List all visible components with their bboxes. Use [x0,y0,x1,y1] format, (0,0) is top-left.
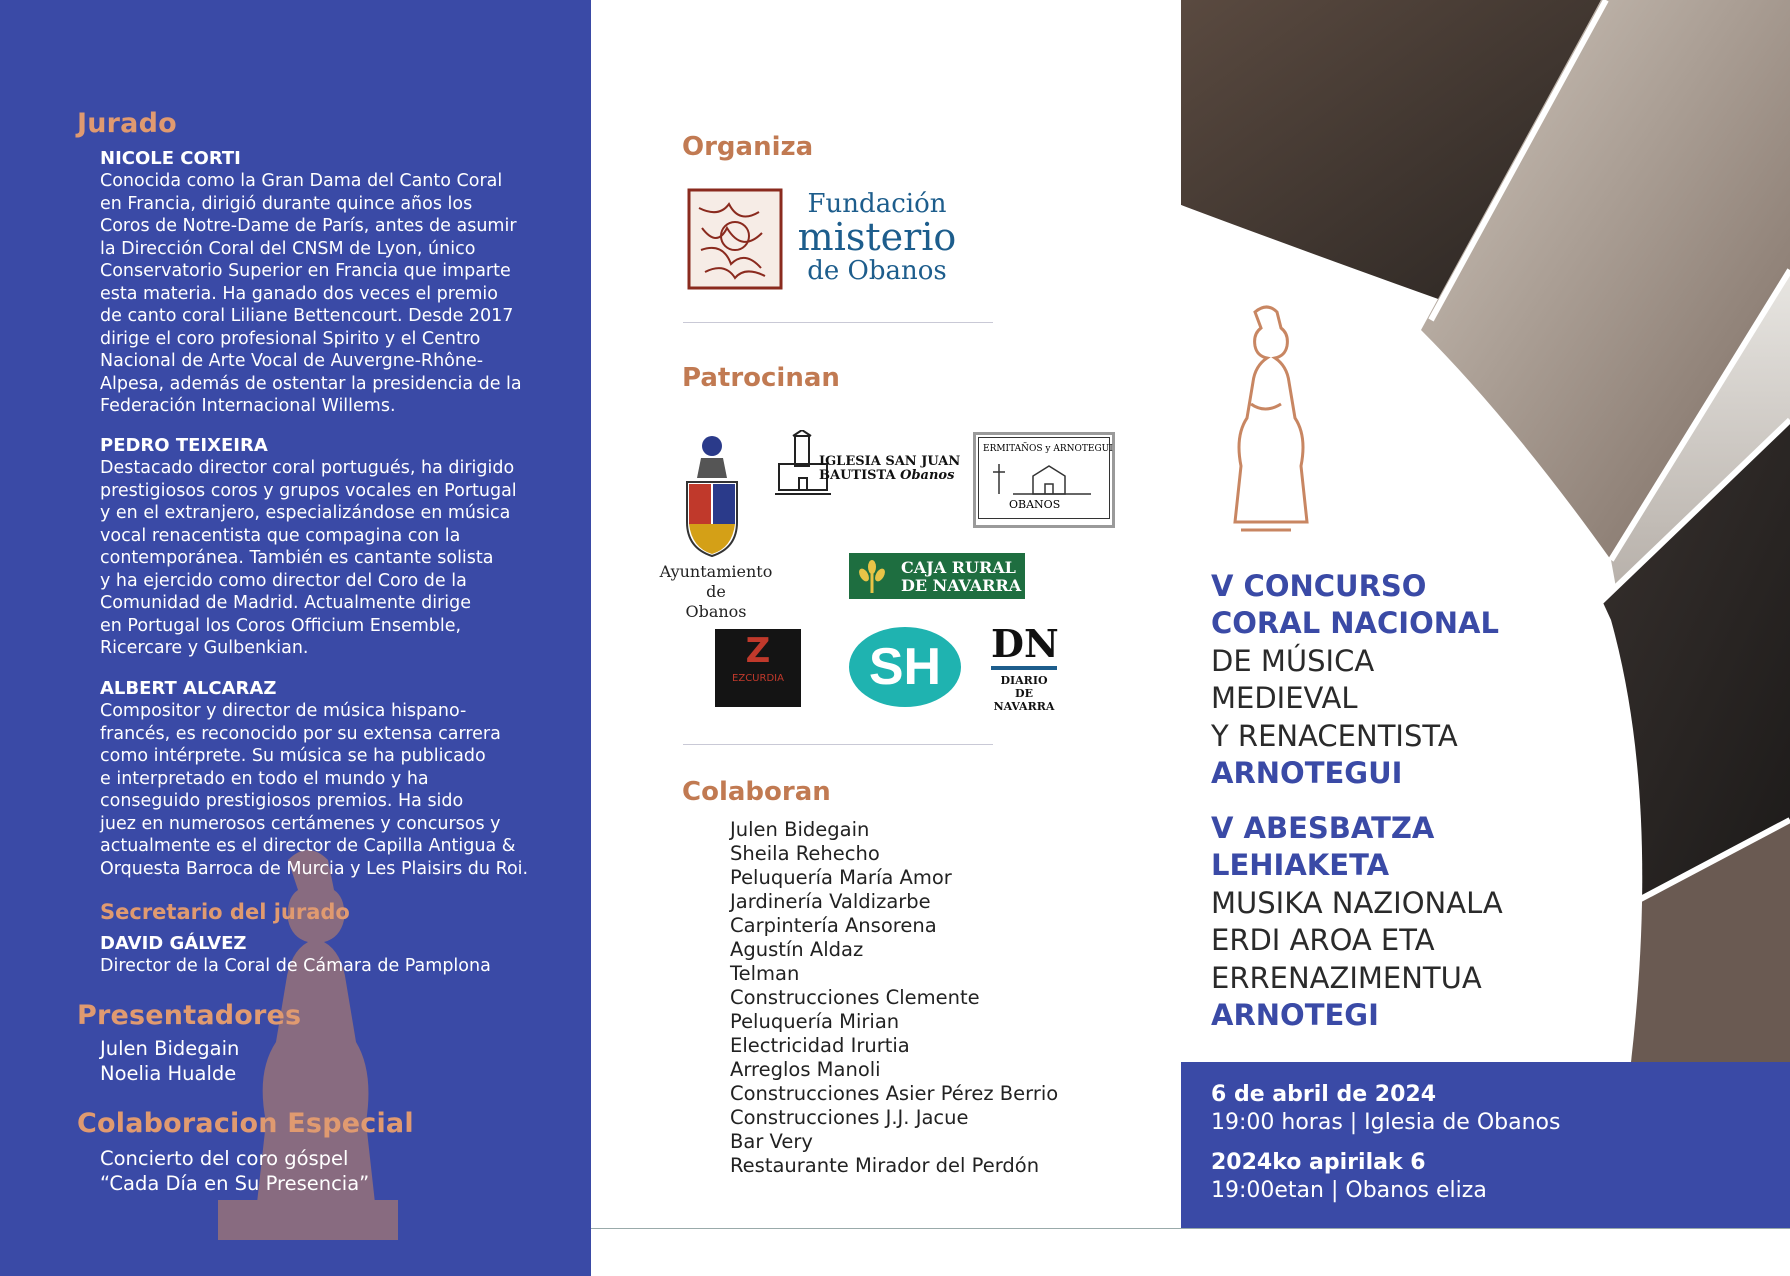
special-collab-line: Concierto del coro góspel [100,1147,349,1170]
event-date: 6 de abril de 2024 [1211,1082,1437,1107]
jury-member-name: ALBERT ALCARAZ [100,678,277,699]
logo-text: NAVARRA [993,700,1055,713]
title-line: ERDI AROA ETA [1211,923,1435,957]
title-line: CORAL NACIONAL [1211,606,1499,640]
logo-text: Obanos [685,602,747,621]
ermita-sketch-icon [993,460,1093,496]
jury-panel [0,0,591,1276]
title-line: ARNOTEGI [1211,998,1379,1032]
virgin-statue-icon [1221,304,1311,536]
list-item: Restaurante Mirador del Perdón [730,1154,1040,1177]
collaborators-list [730,818,1058,1178]
logo-text: Z [745,631,771,671]
special-collab-line: “Cada Día en Su Presencia” [100,1172,370,1195]
title-line: ARNOTEGUI [1211,756,1403,790]
title-line: MEDIEVAL [1211,681,1358,715]
jury-member-bio: Compositor y director de música hispano- francés, es reconocido por su extensa carrera como intérprete. Su música se ha publicado e interpretado en todo el mundo y ha conseguido prestigiosos premios. Ha sido juez en numerosos certámenes y concursos y actualmente es el director de Capilla Antigua & Orquesta Barroca de Murcia y Les Plaisirs du Roi. [100,701,529,879]
secretary-heading: Secretario del jurado [100,900,350,924]
ezcurdia-logo [715,629,801,707]
organiza-heading: Organiza [682,132,814,162]
logo-text: IGLESIA SAN JUAN [819,454,961,469]
list-item: Peluquería Mirian [730,1010,900,1033]
bottom-rule [591,1228,1790,1229]
list-item: Jardinería Valdizarbe [730,890,931,913]
logo-text: EZCURDIA [732,673,784,684]
cover-panel [1181,0,1790,1276]
logo-text: OBANOS [1009,498,1061,511]
logo-text: de Obanos [807,256,947,286]
jury-member-name: NICOLE CORTI [100,148,241,169]
date-box [1181,1062,1790,1228]
presenter-name: Julen Bidegain [100,1037,240,1060]
title-line: V CONCURSO [1211,569,1427,603]
list-item: Peluquería María Amor [730,866,952,889]
secretary-name: DAVID GÁLVEZ [100,933,247,954]
title-line: ERRENAZIMENTUA [1211,961,1482,995]
list-item: Bar Very [730,1130,813,1153]
event-time-place: 19:00etan | Obanos eliza [1211,1178,1487,1203]
jury-member-bio: Conocida como la Gran Dama del Canto Coral en Francia, dirigió durante quince años los Coros de Notre-Dame de París, antes de asumir la Dirección Coral del CNSM de Lyon, único Conservatorio Superior en Francia que imparte esta materia. Ha ganado dos veces el premio de canto coral Liliane Bettencourt. Desde 2017 dirige el coro profesional Spirito y el Centro Nacional de Arte Vocal de Auvergne-Rhône- Alpesa, además de ostentar la presidencia de la Federación Internacional Willems. [100,171,522,416]
list-item: Telman [730,962,800,985]
title-line: Y RENACENTISTA [1211,719,1458,753]
list-item: Construcciones Asier Pérez Berrio [730,1082,1059,1105]
event-time-place: 19:00 horas | Iglesia de Obanos [1211,1110,1561,1135]
jury-heading: Jurado [77,108,177,139]
colaboran-heading: Colaboran [682,777,831,807]
fundacion-misterio-logo [797,190,957,286]
list-item: Construcciones Clemente [730,986,980,1009]
secretary-role: Director de la Coral de Cámara de Pamplona [100,956,491,976]
logo-text: ERMITAÑOS y ARNOTEGUI [983,444,1113,454]
logo-text: BAUTISTA [819,468,896,483]
logo-text: DN [991,621,1059,666]
logo-text: DIARIO DE [1000,674,1048,700]
list-item: Julen Bidegain [730,818,870,841]
list-item: Electricidad Irurtia [730,1034,910,1057]
iglesia-san-juan-logo [819,455,960,483]
logo-text: Fundación [807,189,947,219]
special-collab-heading: Colaboracion Especial [77,1108,414,1139]
jury-member-bio: Destacado director coral portugués, ha dirigido prestigiosos coros y grupos vocales en Portugal y en el extranjero, especializándose en música vocal renacentista que compagina con la contemporánea. También es cantante solista y ha ejercido como director del Coro de la Comunidad de Madrid. Actualmente dirige en Portugal los Coros Officium Ensemble, Ricercare y Gulbenkian. [100,458,517,658]
sponsors-panel [591,0,1181,1276]
logo-text: Obanos [900,468,955,483]
title-line: LEHIAKETA [1211,848,1390,882]
presenter-name: Noelia Hualde [100,1062,237,1085]
diario-de-navarra-logo [991,621,1059,713]
list-item: Carpintería Ansorena [730,914,937,937]
divider [683,744,993,745]
logo-text: CAJA RURAL [901,558,1016,577]
ayuntamiento-label [651,562,781,622]
logo-text: DE NAVARRA [901,576,1022,595]
list-item: Construcciones J.J. Jacue [730,1106,969,1129]
list-item: Sheila Rehecho [730,842,880,865]
logo-text: Ayuntamiento de [659,562,773,601]
presenters-heading: Presentadores [77,1000,302,1031]
title-line: MUSIKA NAZIONALA [1211,886,1503,920]
event-date: 2024ko apirilak 6 [1211,1150,1426,1175]
ayuntamiento-crest-logo [679,432,745,558]
list-item: Arreglos Manoli [730,1058,881,1081]
super-h-logo: SH [849,627,961,707]
wheat-icon [855,559,889,593]
logo-text: misterio [797,215,957,259]
jury-member-name: PEDRO TEIXEIRA [100,435,268,456]
patrocinan-heading: Patrocinan [682,363,840,393]
ermitanos-arnotegui-logo [973,432,1115,528]
title-line: DE MÚSICA [1211,644,1375,678]
fundacion-stamp-logo [687,188,783,290]
title-line: V ABESBATZA [1211,811,1435,845]
list-item: Agustín Aldaz [730,938,864,961]
divider [683,322,993,323]
caja-rural-logo [849,553,1025,599]
